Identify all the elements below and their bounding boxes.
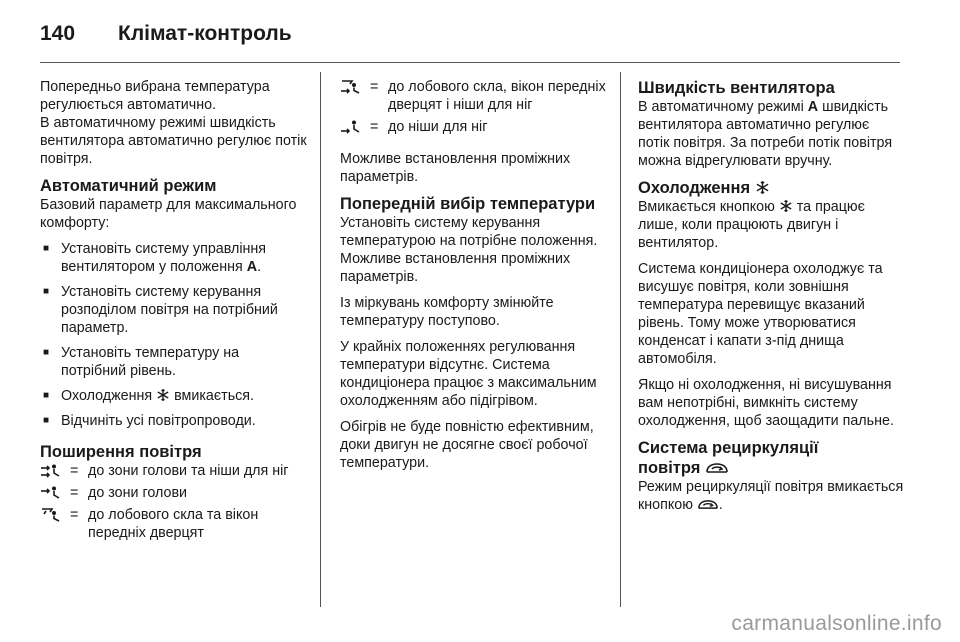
recirculation-heading-text: повітря (638, 459, 701, 477)
recirculation-car-icon (697, 498, 719, 511)
list-item (40, 283, 308, 337)
definition-text: до зони голови (88, 485, 188, 501)
body-text: Обігрів не буде повністю ефективним, доки двигун не досягне своєї робочої температури. (340, 419, 594, 471)
body-text: Установіть систему керування температурою на потрібне положення. Можливе встановлення проміжних параметрів. (340, 215, 598, 285)
auto-mode-letter: A (246, 259, 258, 275)
column-divider-1 (320, 72, 321, 607)
auto-mode-text: Базовий параметр для максимального комфорту: (40, 197, 297, 231)
watermark: carmanualsonline.info (731, 612, 942, 635)
recirculation-heading (638, 438, 904, 478)
definition-row (40, 462, 308, 480)
definition-row (340, 118, 606, 136)
bullet-icon: ■ (43, 390, 50, 401)
body-text: Вмикається кнопкою (638, 199, 775, 215)
bullet-icon: ■ (43, 347, 50, 358)
list-item-text: Відчиніть усі повітропроводи. (61, 413, 256, 429)
equals-sign: = (370, 119, 379, 135)
body-text: Із міркувань комфорту змінюйте температуру поступово. (340, 295, 554, 329)
definition-text: до зони голови та ніши для ніг (88, 463, 289, 479)
windscreen-airflow-icon (40, 506, 70, 542)
column-2 (340, 78, 606, 480)
windscreen-and-feet-airflow-icon (340, 78, 370, 114)
air-distribution-heading: Поширення повітря (40, 443, 202, 461)
body-text: та працює лише, коли працюють двигун і вентилятор. (638, 199, 865, 251)
snowflake-icon (755, 180, 770, 195)
list-item (40, 240, 308, 276)
snowflake-icon (156, 388, 170, 402)
list-item (40, 344, 308, 380)
column-1 (40, 78, 308, 546)
bullet-icon: ■ (43, 415, 50, 426)
head-airflow-icon (40, 484, 70, 502)
equals-sign: = (70, 485, 79, 501)
column-3 (638, 78, 904, 522)
definition-row (40, 506, 308, 542)
cooling-heading-text: Охолодження (638, 179, 751, 197)
definition-text: до ніши для ніг (388, 119, 488, 135)
body-text: В автоматичному режимі (638, 99, 804, 115)
bullet-icon: ■ (43, 286, 50, 297)
bullet-icon: ■ (43, 243, 50, 254)
definition-row (340, 78, 606, 114)
fan-speed-heading: Швидкість вентилятора (638, 79, 835, 97)
list-item (40, 387, 308, 405)
feet-airflow-icon (340, 118, 370, 136)
body-text: Система кондиціонера охолоджує та висушує повітря, коли зовнішня температура перевищує вказаний рівень. Тому може утворюватися конденсат і капати з-під днища автомобіля. (638, 261, 883, 367)
head-and-feet-airflow-icon (40, 462, 70, 480)
list-item-text: Установіть систему управління вентилятором у положення (61, 241, 267, 275)
list-item-text: Охолодження (61, 388, 153, 404)
page-header (40, 14, 292, 54)
definition-text: до лобового скла, вікон передніх дверцят і ніши для ніг (388, 79, 606, 113)
body-text: Якщо ні охолодження, ні висушування вам непотрібні, вимкніть систему охолодження, щоб заощадити пальне. (638, 377, 894, 429)
list-item-text: Установіть систему керування розподілом повітря на потрібний параметр. (61, 284, 278, 336)
cooling-heading (638, 178, 904, 198)
auto-mode-letter: A (807, 99, 819, 115)
list-item (40, 412, 308, 430)
temperature-preset-heading: Попередній вибір температури (340, 195, 596, 213)
body-text: Можливе встановлення проміжних параметрів. (340, 151, 571, 185)
list-item-text: Установіть температуру на потрібний рівень. (61, 345, 240, 379)
column-divider-2 (620, 72, 621, 607)
header-rule (40, 62, 900, 63)
definition-row (40, 484, 308, 502)
intro-text: Попередньо вибрана температура регулюється автоматично. (40, 79, 270, 113)
intro-text-2: В автоматичному режимі швидкість вентилятора автоматично регулює потік повітря. (40, 115, 307, 167)
recirculation-car-icon (705, 461, 729, 475)
auto-mode-heading: Автоматичний режим (40, 177, 217, 195)
definition-text: до лобового скла та вікон передніх дверцят (88, 507, 259, 541)
list-item-text: вмикається. (174, 388, 255, 404)
body-text: У крайніх положеннях регулювання температури відсутнє. Система кондиціонера працює з максимальним охолодженням або підігрівом. (340, 339, 597, 409)
page-number: 140 (40, 22, 76, 45)
page-title: Клімат-контроль (118, 22, 292, 45)
list-item-text: . (257, 259, 262, 275)
equals-sign: = (70, 507, 79, 523)
equals-sign: = (370, 79, 379, 95)
recirculation-heading-text: Система рециркуляції (638, 439, 819, 457)
body-text: Режим рециркуляції повітря вмикається кнопкою (638, 479, 904, 513)
body-text: швидкість вентилятора автоматично регулює потік повітря. За потреби потік повітря можна відрегулювати вручну. (638, 99, 893, 169)
body-text: . (718, 497, 723, 513)
equals-sign: = (70, 463, 79, 479)
snowflake-icon (779, 199, 793, 213)
